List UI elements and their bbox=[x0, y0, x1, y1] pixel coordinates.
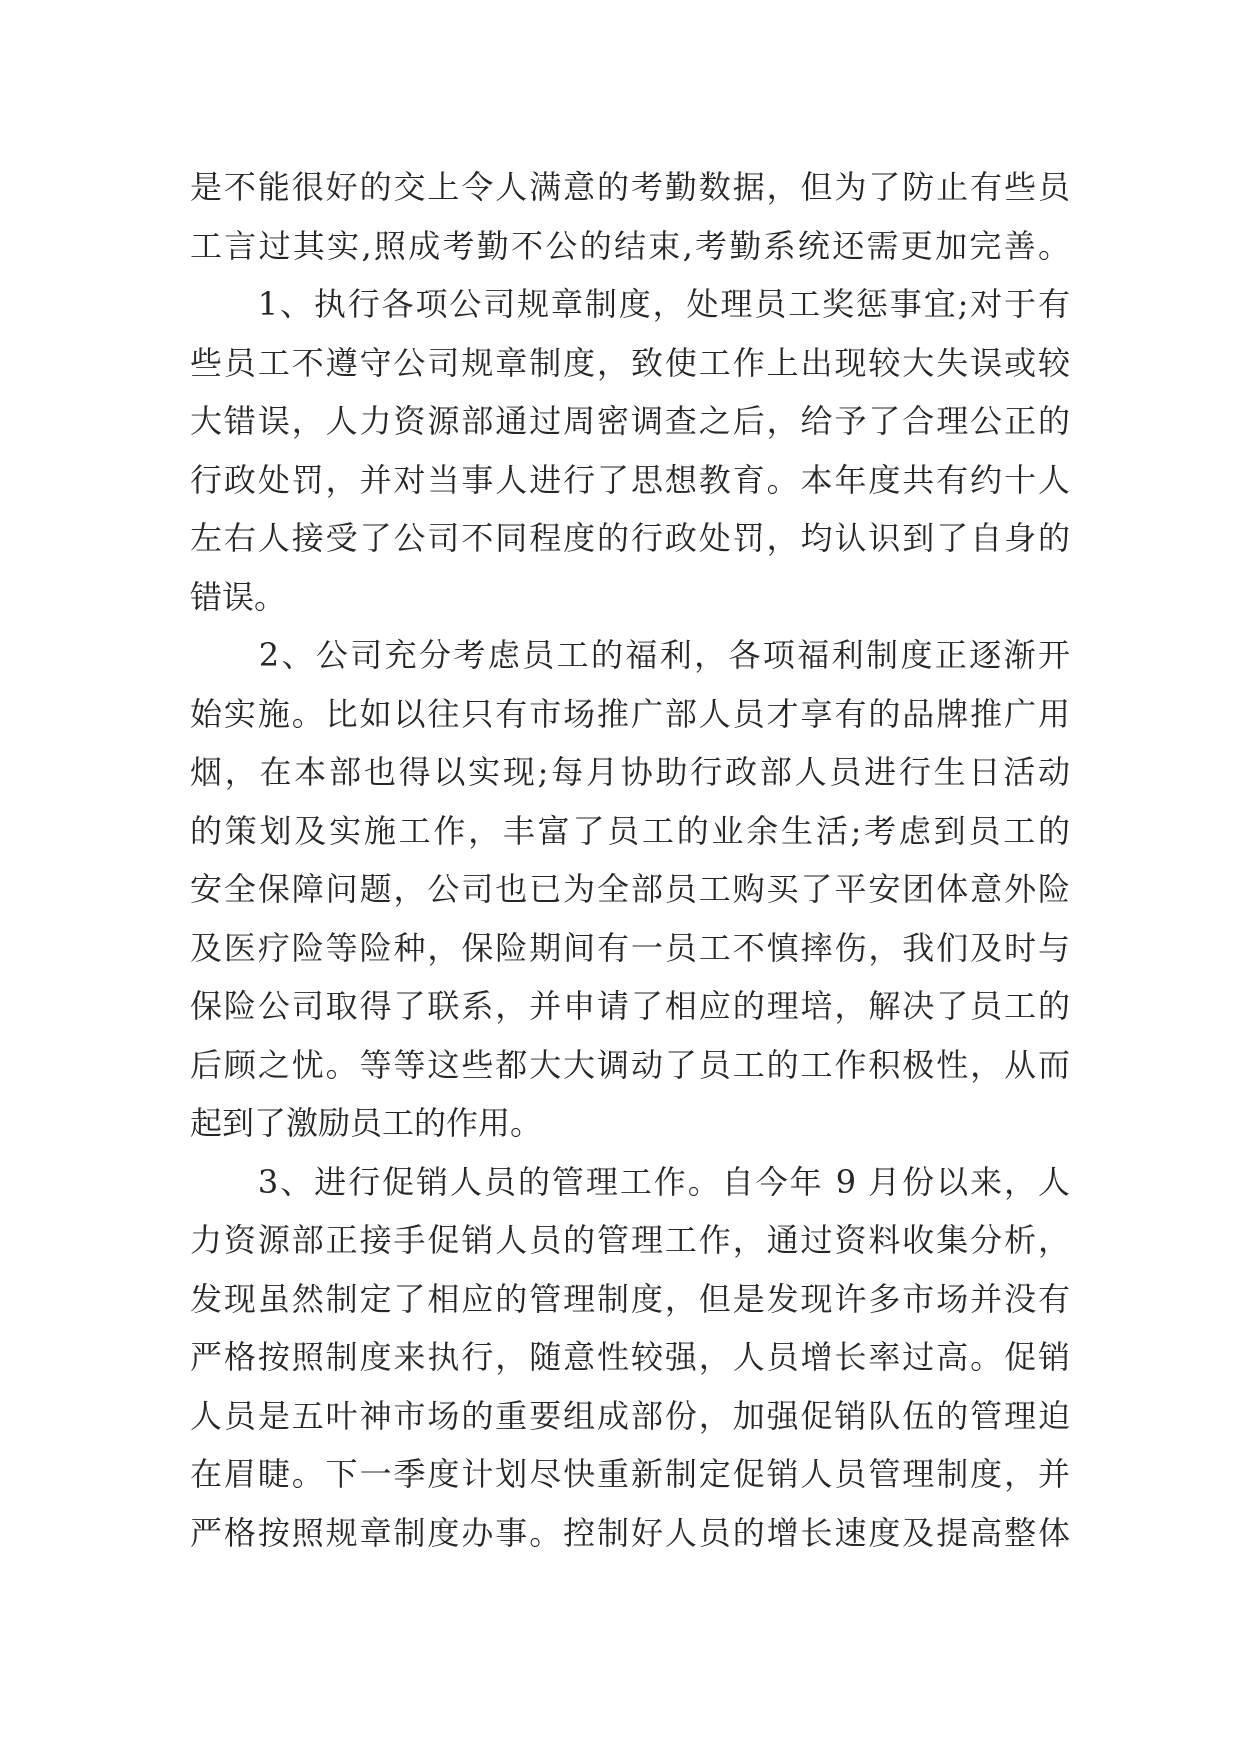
text-line: 起到了激励员工的作用。 bbox=[190, 1104, 543, 1142]
text-line: 些员工不遵守公司规章制度，致使工作上出现较大失误或较 bbox=[190, 343, 1070, 382]
text-line: 3、进行促销人员的管理工作。自今年 9 月份以来，人 bbox=[190, 1162, 1070, 1201]
text-line: 1、执行各项公司规章制度，处理员工奖惩事宜;对于有 bbox=[190, 285, 1070, 323]
text-line: 2、公司充分考虑员工的福利，各项福利制度正逐渐开 bbox=[190, 636, 1070, 674]
text-line: 烟，在本部也得以实现;每月协助行政部人员进行生日活动 bbox=[190, 753, 1070, 791]
text-line: 后顾之忧。等等这些都大大调动了员工的工作积极性，从而 bbox=[190, 1045, 1070, 1084]
text-line: 行政处罚，并对当事人进行了思想教育。本年度共有约十人 bbox=[190, 460, 1070, 499]
text-line: 严格按照制度来执行，随意性较强，人员增长率过高。促销 bbox=[190, 1338, 1070, 1376]
text-line: 在眉睫。下一季度计划尽快重新制定促销人员管理制度，并 bbox=[190, 1455, 1070, 1493]
text-line: 严格按照规章制度办事。控制好人员的增长速度及提高整体 bbox=[190, 1513, 1070, 1552]
text-line: 及医疗险等险种，保险期间有一员工不慎摔伤，我们及时与 bbox=[190, 928, 1070, 967]
text-line: 左右人接受了公司不同程度的行政处罚，均认识到了自身的 bbox=[190, 519, 1070, 557]
text-line: 大错误，人力资源部通过周密调查之后，给予了合理公正的 bbox=[190, 402, 1070, 440]
text-line: 的策划及实施工作，丰富了员工的业余生活;考虑到员工的 bbox=[190, 811, 1070, 850]
text-line: 工言过其实,照成考勤不公的结束,考勤系统还需更加完善。 bbox=[190, 226, 1070, 265]
text-line: 力资源部正接手促销人员的管理工作，通过资料收集分析， bbox=[190, 1221, 1070, 1259]
text-line: 保险公司取得了联系，并申请了相应的理培，解决了员工的 bbox=[190, 987, 1070, 1025]
text-line: 安全保障问题，公司也已为全部员工购买了平安团体意外险 bbox=[190, 870, 1070, 908]
text-line: 是不能很好的交上令人满意的考勤数据，但为了防止有些员 bbox=[190, 168, 1070, 206]
text-line: 发现虽然制定了相应的管理制度，但是发现许多市场并没有 bbox=[190, 1279, 1070, 1318]
body-text bbox=[190, 158, 1070, 1562]
text-line: 错误。 bbox=[190, 577, 287, 616]
text-line: 人员是五叶神市场的重要组成部份，加强促销队伍的管理迫 bbox=[190, 1396, 1070, 1435]
text-line: 始实施。比如以往只有市场推广部人员才享有的品牌推广用 bbox=[190, 694, 1070, 733]
